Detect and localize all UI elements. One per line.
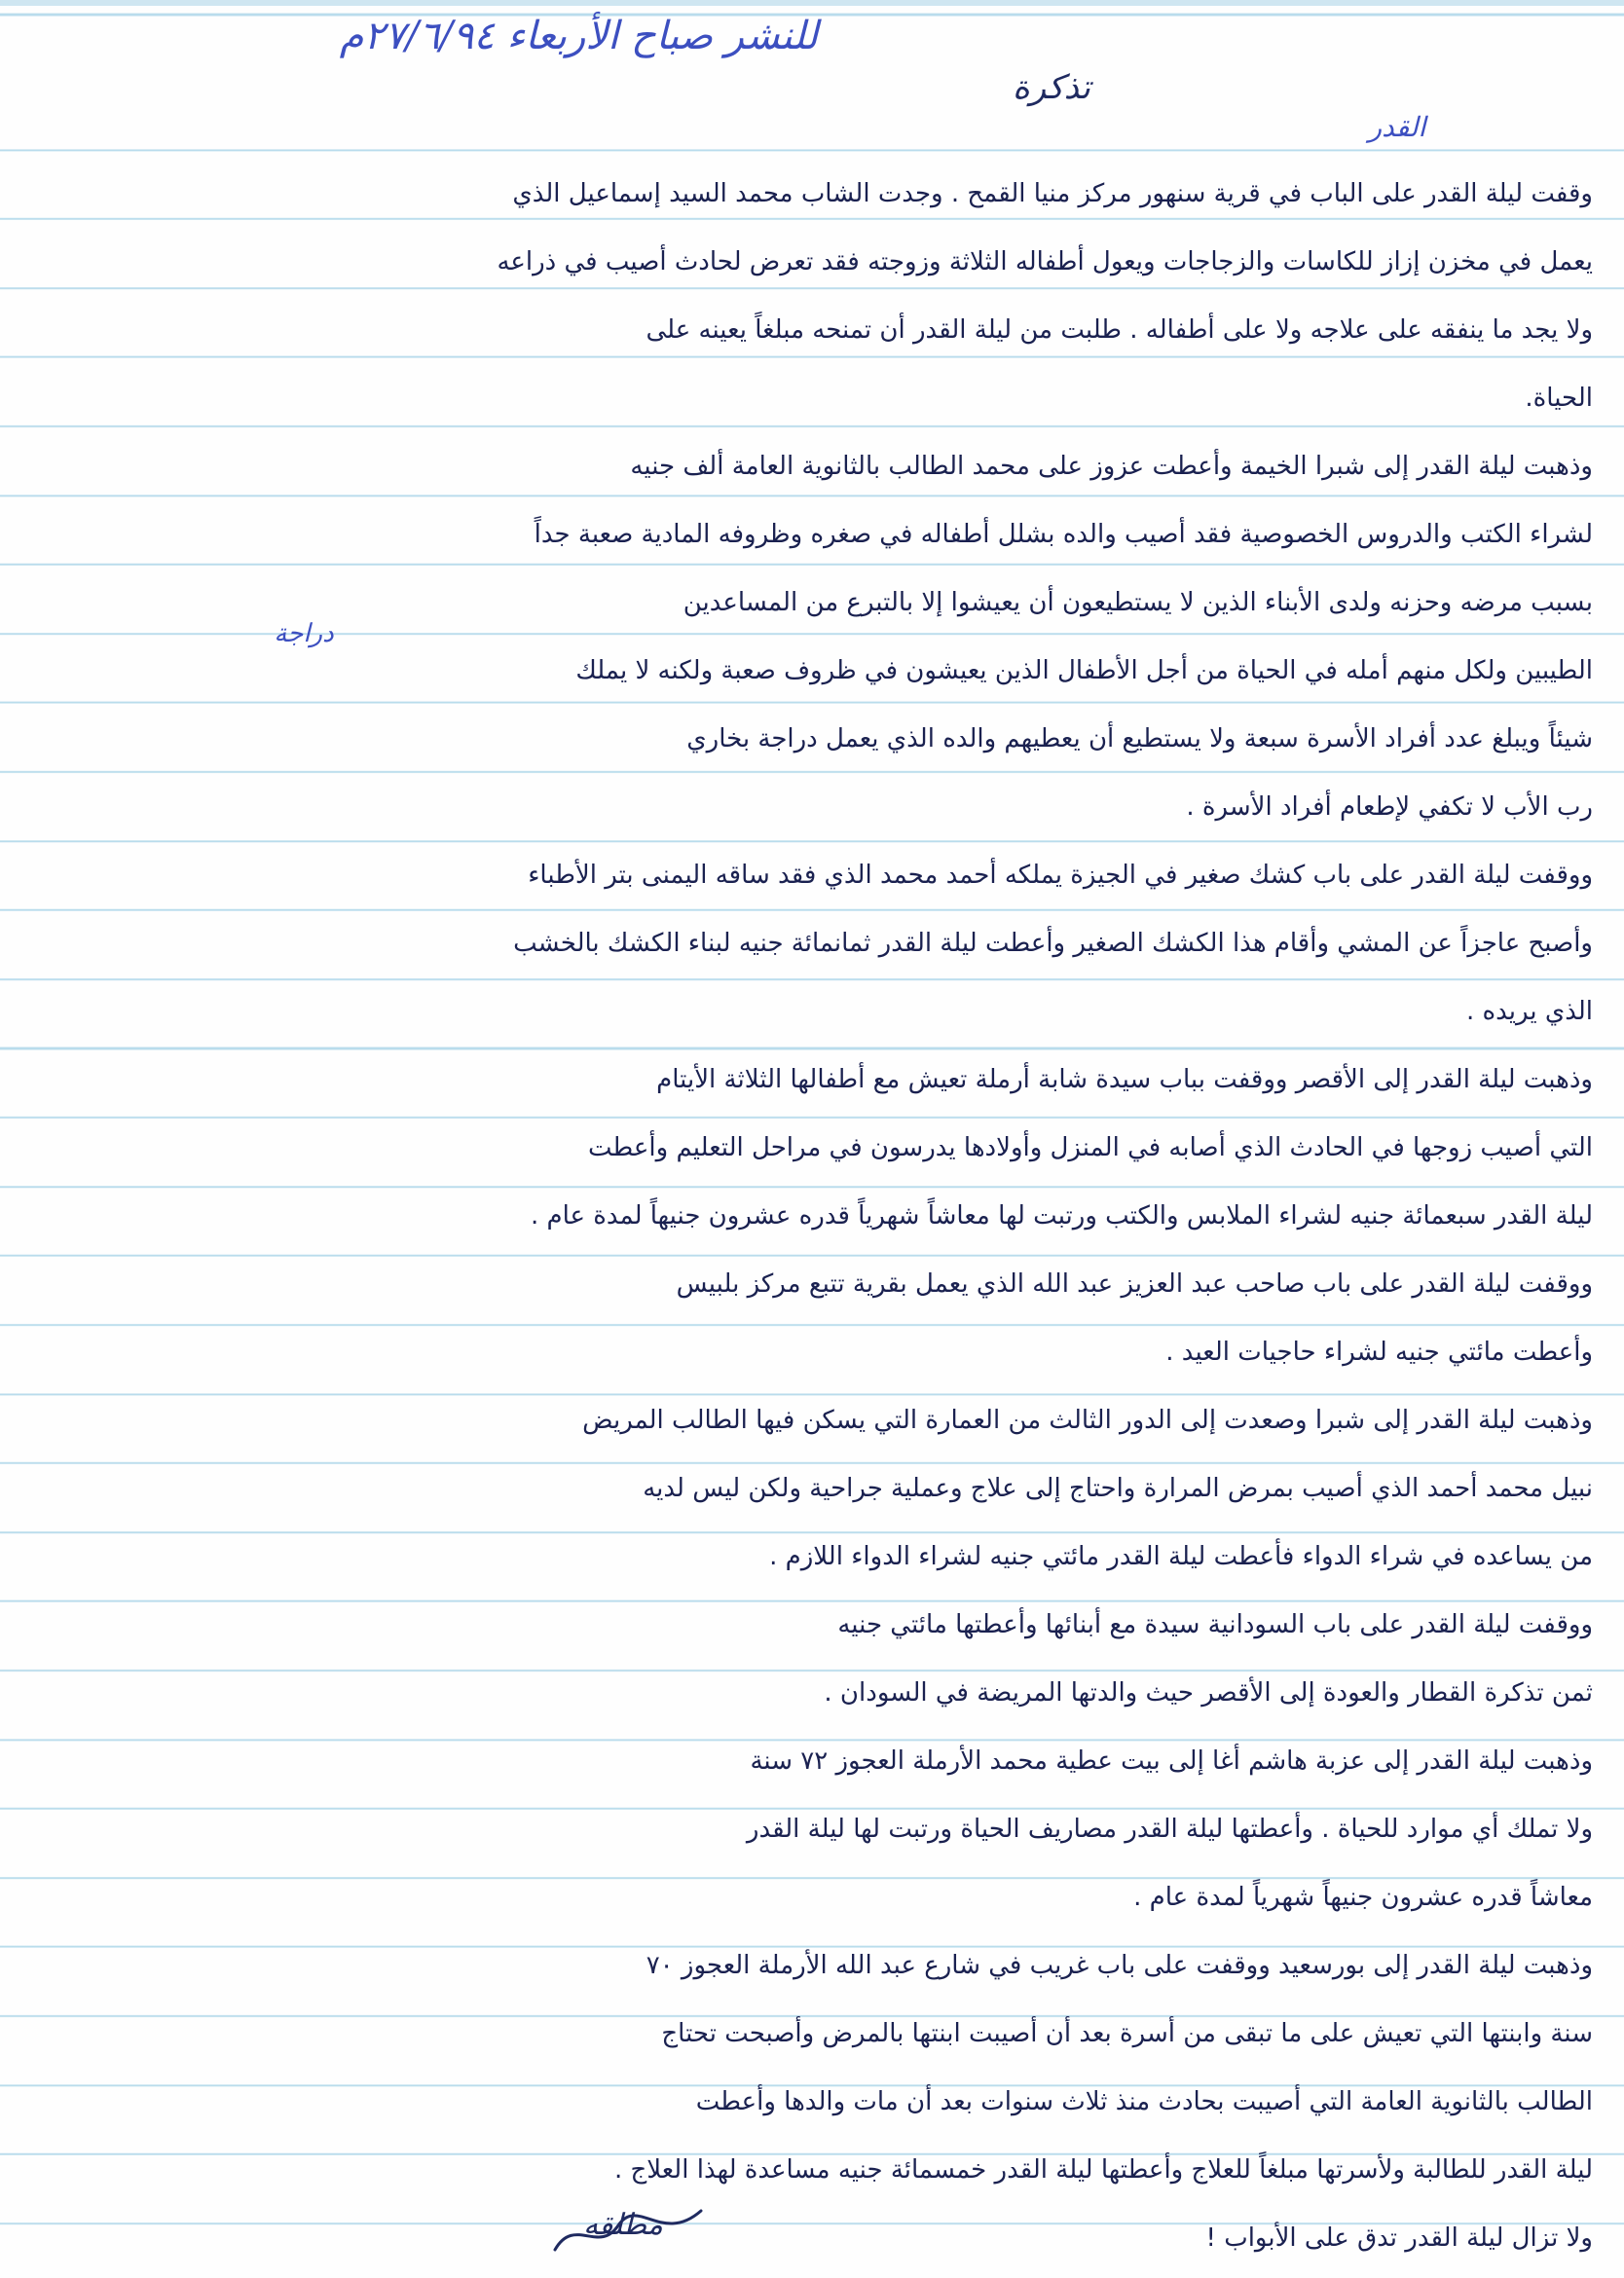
text-line: ليلة القدر سبعمائة جنيه لشراء الملابس والكتب ورتبت لها معاشاً شهرياً قدره عشرون جنيهاً لمدة عام . [530,1201,1593,1231]
text-line: من يساعده في شراء الدواء فأعطت ليلة القدر مائتي جنيه لشراء الدواء اللازم . [769,1542,1593,1571]
text-line: سنة وابنتها التي تعيش على ما تبقى من أسرة بعد أن أصيبت ابنتها بالمرض وأصبحت تحتاج [661,2019,1593,2048]
signature: مطلقه [583,2208,663,2242]
text-line: شيئاً ويبلغ عدد أفراد الأسرة سبعة ولا يستطيع أن يعطيهم والده الذي يعمل دراجة بخاري [686,724,1593,753]
text-line: وذهبت ليلة القدر إلى الأقصر ووقفت بباب سيدة شابة أرملة تعيش مع أطفالها الثلاثة الأيتام [656,1065,1593,1094]
header-publish-note: للنشر صباح الأربعاء ٢٧/٦/٩٤م [339,14,818,58]
text-line: ثمن تذكرة القطار والعودة إلى الأقصر حيث والدتها المريضة في السودان . [824,1678,1593,1708]
text-line: يعمل في مخزن إزاز للكاسات والزجاجات ويعول أطفاله الثلاثة وزوجته فقد تعرض لحادث أصيب في ذراعه [497,247,1593,276]
text-line: لشراء الكتب والدروس الخصوصية فقد أصيب والده بشلل أطفاله في صغره وظروفه المادية صعبة جداً [534,520,1593,549]
text-line: وأعطت مائتي جنيه لشراء حاجيات العيد . [1165,1338,1593,1367]
text-line: ليلة القدر للطالبة ولأسرتها مبلغاً للعلاج وأعطتها ليلة القدر خمسمائة جنيه مساعدة لهذا العلاج . [613,2155,1593,2185]
text-line: الطالب بالثانوية العامة التي أصيبت بحادث منذ ثلاث سنوات بعد أن مات والدها وأعطت [695,2087,1593,2116]
insertion-note-1: القدر [1368,111,1426,143]
text-line: ولا يجد ما ينفقه على علاجه ولا على أطفاله . طلبت من ليلة القدر أن تمنحه مبلغاً يعينه على [646,315,1593,345]
text-line: الطيبين ولكل منهم أمله في الحياة من أجل الأطفال الذين يعيشون في ظروف صعبة ولكنه لا يملك [575,656,1593,685]
text-line: الحياة. [1525,384,1593,413]
text-line: ووقفت ليلة القدر على باب كشك صغير في الجيزة يملكه أحمد محمد الذي فقد ساقه اليمنى بتر الأطباء [528,861,1593,890]
text-line: بسبب مرضه وحزنه ولدى الأبناء الذين لا يستطيعون أن يعيشوا إلا بالتبرع من المساعدين [683,588,1593,617]
handwritten-body [93,160,1593,2272]
page-title: تذكرة [1012,68,1091,107]
text-line: وذهبت ليلة القدر إلى بورسعيد ووقفت على باب غريب في شارع عبد الله الأرملة العجوز ٧٠ [646,1951,1593,1980]
paper-top-edge [0,0,1624,6]
text-line: ولا تملك أي موارد للحياة . وأعطتها ليلة القدر مصاريف الحياة ورتبت لها ليلة القدر [746,1815,1593,1844]
text-line: وذهبت ليلة القدر إلى شبرا وصعدت إلى الدور الثالث من العمارة التي يسكن فيها الطالب المريض [582,1406,1593,1435]
text-line: وذهبت ليلة القدر إلى عزبة هاشم أغا إلى بيت عطية محمد الأرملة العجوز ٧٢ سنة [750,1746,1593,1776]
text-line: التي أصيب زوجها في الحادث الذي أصابه في المنزل وأولادها يدرسون في مراحل التعليم وأعطت [588,1133,1593,1162]
text-line: ووقفت ليلة القدر على باب صاحب عبد العزيز عبد الله الذي يعمل بقرية تتبع مركز بلبيس [676,1269,1593,1299]
text-line: معاشاً قدره عشرون جنيهاً شهرياً لمدة عام . [1133,1883,1593,1912]
text-line: ووقفت ليلة القدر على باب السودانية سيدة مع أبنائها وأعطتها مائتي جنيه [837,1610,1593,1639]
text-line: الذي يريده . [1465,997,1593,1026]
text-line: وذهبت ليلة القدر إلى شبرا الخيمة وأعطت عزوز على محمد الطالب بالثانوية العامة ألف جنيه [630,452,1593,481]
text-line: رب الأب لا تكفي لإطعام أفراد الأسرة . [1186,792,1593,822]
text-line: وأصبح عاجزاً عن المشي وأقام هذا الكشك الصغير وأعطت ليلة القدر ثمانمائة جنيه لبناء الكشك بالخشب [513,929,1593,958]
text-line: نبيل محمد أحمد الذي أصيب بمرض المرارة واحتاج إلى علاج وعملية جراحية ولكن ليس لديه [643,1474,1593,1503]
insertion-note-2: دراجة [274,619,334,648]
text-line: وقفت ليلة القدر على الباب في قرية سنهور مركز منيا القمح . وجدت الشاب محمد السيد إسماعيل الذي [512,179,1593,208]
text-line: ولا تزال ليلة القدر تدق على الأبواب ! [1205,2223,1593,2253]
